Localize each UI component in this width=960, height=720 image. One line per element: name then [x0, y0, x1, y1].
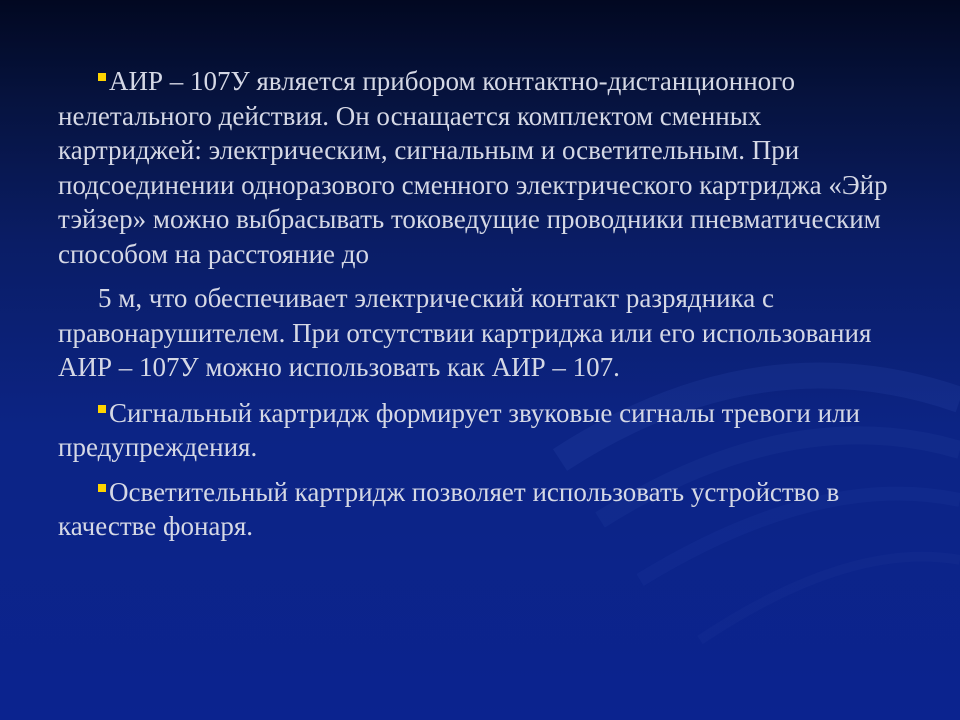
bullet-square-icon	[98, 484, 106, 492]
paragraph-text: Сигнальный картридж формирует звуковые сигналы тревоги или предупреждения.	[58, 397, 861, 462]
bullet-square-icon	[98, 73, 106, 81]
paragraph-air-107u-description	[58, 64, 908, 271]
paragraph-continuation	[58, 281, 908, 385]
slide-body	[58, 64, 908, 554]
paragraph-light-cartridge	[58, 475, 908, 544]
paragraph-signal-cartridge	[58, 396, 908, 465]
bullet-square-icon	[98, 405, 106, 413]
paragraph-text: 5 м, что обеспечивает электрический контакт разрядника с правонарушителем. При отсутствии картриджа или его использования АИР – 107У можно использовать как АИР – 107.	[58, 283, 872, 382]
paragraph-text: Осветительный картридж позволяет использовать устройство в качестве фонаря.	[58, 476, 840, 541]
paragraph-text: АИР – 107У является прибором контактно-дистанционного нелетального действия. Он оснащается комплектом сменных картриджей: электрическим, сигнальным и осветительным. При подсоединении одноразового сменного электрического картриджа «Эйр тэйзер» можно выбрасывать токоведущие проводники пневматическим способом на расстояние до	[58, 66, 888, 269]
